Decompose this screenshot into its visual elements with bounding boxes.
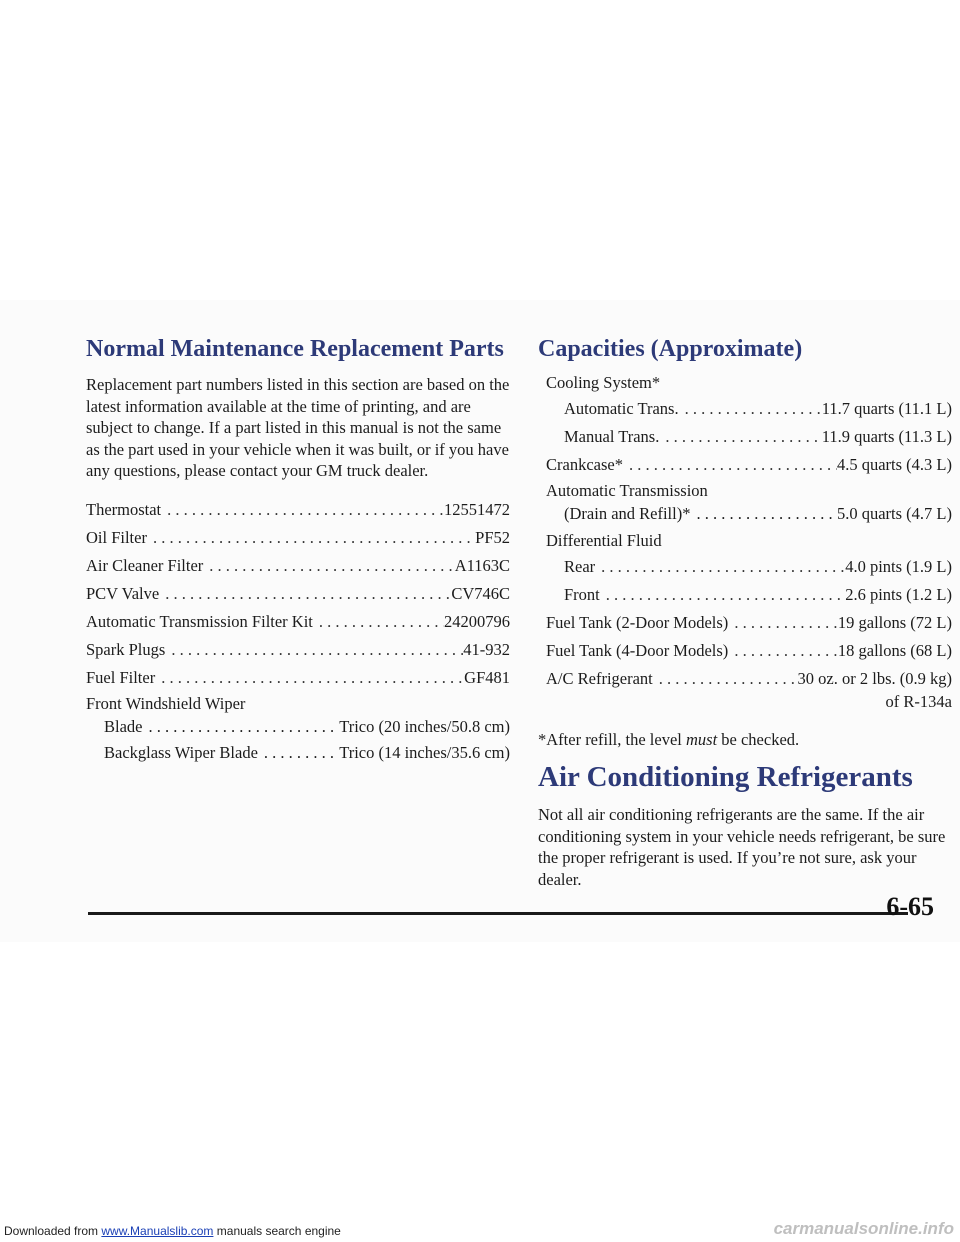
footer-rule [88,912,908,915]
backglass-wiper-row [86,738,510,768]
source-suffix: manuals search engine [213,1224,341,1238]
part-number: Trico (20 inches/50.8 cm) [339,716,510,736]
capacity-label: Manual Trans. [564,427,660,446]
capacity-value: 18 gallons (68 L) [837,641,952,660]
leader-dots [165,636,463,664]
capacity-value: 11.9 quarts (11.3 L) [821,427,952,446]
leader-dots [653,665,798,693]
part-row [86,524,510,552]
capacity-label: Fuel Tank (2-Door Models) [546,613,729,632]
capacity-label: A/C Refrigerant [546,669,653,688]
capacity-row [546,503,952,525]
capacity-label: Automatic Trans. [564,399,679,418]
capacity-row [546,423,952,451]
part-number: 41-932 [463,639,510,659]
download-source-line [4,1224,341,1238]
capacity-row [546,451,952,479]
part-label: Air Cleaner Filter [86,555,204,575]
site-watermark: carmanualsonline.info [773,1219,954,1238]
footnote-text-end: be checked. [717,730,800,749]
capacity-value: 4.5 quarts (4.3 L) [836,455,952,474]
manualslib-link[interactable]: www.Manualslib.com [101,1224,214,1238]
leader-dots [147,524,475,552]
refill-footnote [538,729,952,751]
part-number: 24200796 [444,611,510,631]
part-label: Thermostat [86,499,162,519]
part-row [86,664,510,692]
capacity-label: (Drain and Refill)* [564,504,691,523]
part-row [86,552,510,580]
capacity-label: Fuel Tank (4-Door Models) [546,641,729,660]
leader-dots [203,552,454,580]
wiper-heading: Front Windshield Wiper [86,693,246,713]
leader-dots [155,664,464,692]
capacity-row [546,581,952,609]
capacity-label: Front [564,585,600,604]
leader-dots [600,581,845,609]
footnote-text: *After refill, the level [538,730,686,749]
part-number: A1163C [454,555,510,575]
part-label: Oil Filter [86,527,147,547]
leader-dots [679,395,822,423]
wiper-blade-row [86,716,510,738]
capacity-row [546,609,952,637]
leader-dots [595,553,845,581]
part-row [86,636,510,664]
part-row [86,608,510,636]
part-number: PF52 [475,527,510,547]
leader-dots [659,423,821,451]
leader-dots [159,580,451,608]
leader-dots [313,608,444,636]
ac-refrigerants-section [538,759,952,890]
ac-refrigerants-paragraph: Not all air conditioning refrigerants are the same. If the air conditioning system in your vehicle needs refrigerant, be sure the proper refrigerant is used. If you’re not sure, ask your dealer. [538,805,946,889]
capacity-value: 19 gallons (72 L) [837,613,952,632]
footnote-emphasis: must [685,730,718,749]
left-column [86,333,510,768]
maintenance-parts-heading: Normal Maintenance Replacement Parts [86,336,504,362]
part-number: GF481 [464,667,510,687]
capacity-value: 11.7 quarts (11.1 L) [821,399,952,418]
part-row [86,580,510,608]
part-label: Fuel Filter [86,667,156,687]
right-column [538,333,952,890]
source-prefix: Downloaded from [4,1224,102,1238]
capacity-value: 4.0 pints (1.9 L) [845,557,952,576]
part-row [86,496,510,524]
part-label: Blade [104,716,143,736]
part-number: 12551472 [444,499,510,519]
ac-refrigerants-heading: Air Conditioning Refrigerants [538,761,913,793]
leader-dots [143,716,340,738]
capacity-row [546,553,952,581]
capacity-label: Rear [564,557,596,576]
capacity-label: Crankcase* [546,455,623,474]
capacities-heading: Capacities (Approximate) [538,336,803,362]
parts-list [86,496,510,768]
part-label: Automatic Transmission Filter Kit [86,611,313,631]
part-number: Trico (14 inches/35.6 cm) [339,742,510,762]
part-label: Spark Plugs [86,639,166,659]
capacity-value: 2.6 pints (1.2 L) [845,585,952,604]
capacity-row [546,637,952,665]
capacity-value: 5.0 quarts (4.7 L) [836,504,952,523]
leader-dots [728,609,838,637]
differential-heading: Differential Fluid [546,531,662,550]
leader-dots [161,496,444,524]
part-label: PCV Valve [86,583,160,603]
cooling-system-heading: Cooling System* [546,373,661,392]
capacity-value: 30 oz. or 2 lbs. (0.9 kg) [797,669,952,688]
capacity-row [546,665,952,693]
capacities-list [538,371,952,711]
leader-dots [258,738,339,768]
part-number: CV746C [451,583,510,603]
refrigerant-type: of R-134a [885,692,952,711]
leader-dots [690,503,837,525]
leader-dots [623,451,837,479]
part-label: Backglass Wiper Blade [104,742,258,762]
auto-trans-heading: Automatic Transmission [546,481,708,500]
capacity-row [546,395,952,423]
leader-dots [728,637,838,665]
page-number: 6-65 [886,892,934,921]
maintenance-intro-paragraph: Replacement part numbers listed in this section are based on the latest information available at the time of printing, and are subject to change. If a part listed in this manual is not the same as the part used in your vehicle when it was built, or if you have any questions, please contact your GM truck dealer. [86,375,510,480]
